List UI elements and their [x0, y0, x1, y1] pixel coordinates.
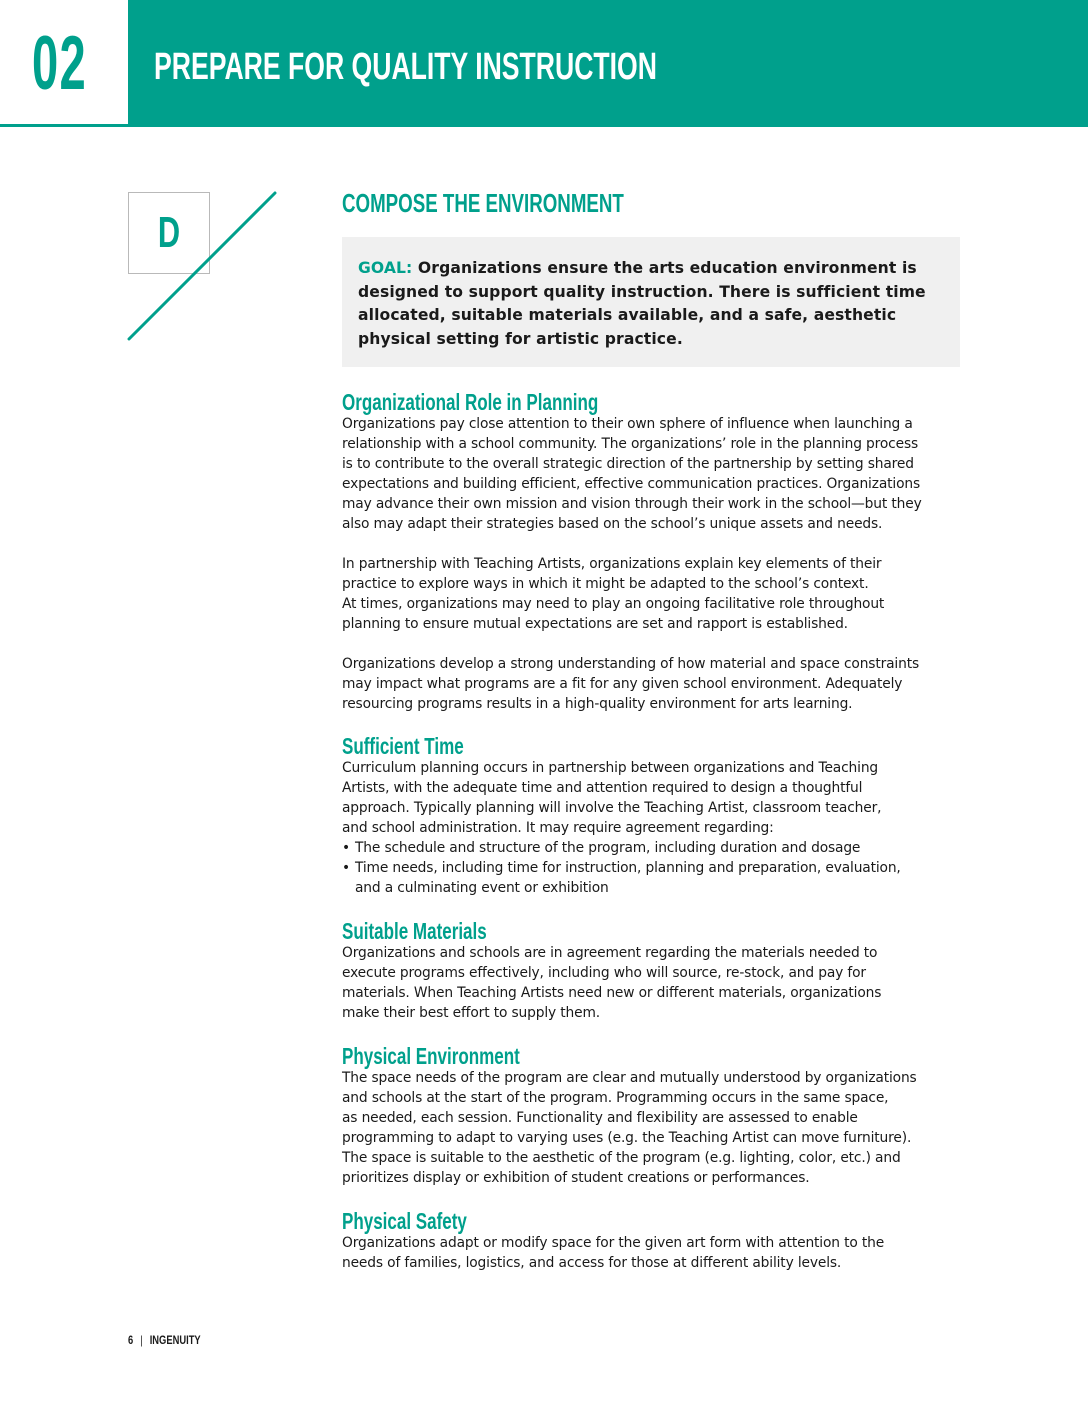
footer-separator: | — [140, 1333, 143, 1347]
subsection-physical-environment — [342, 1042, 962, 1188]
bullet-item: • The schedule and structure of the program, including duration and dosage — [342, 838, 962, 858]
goal-statement — [358, 257, 948, 351]
subsection-heading: Organizational Role in Planning — [342, 389, 599, 415]
chapter-number: 02 — [32, 21, 87, 106]
subsection-heading: Physical Environment — [342, 1043, 520, 1069]
main-content — [342, 186, 962, 1271]
section-letter: D — [157, 208, 181, 257]
page-number: 6 — [128, 1333, 134, 1347]
bullet-list — [342, 838, 962, 898]
paragraph: The space needs of the program are clear and mutually understood by organizations and schools at the start of the program. Programming occurs in the same space, as needed, each session. Functionality and flexibility are assessed to enable programming to adapt to varying uses (e.g. the Teaching Artist can move furniture). The space is suitable to the aesthetic of the program (e.g. lighting, color, etc.) and prioritizes display or exhibition of student creations or performances. — [342, 1070, 917, 1186]
chapter-title: PREPARE FOR QUALITY INSTRUCTION — [154, 46, 657, 88]
paragraph: Organizations develop a strong understanding of how material and space constraints may impact what programs are a fit for any given school environment. Adequately resourcing programs results in a high-quality environment for arts learning. — [342, 656, 919, 712]
subsection-heading: Sufficient Time — [342, 733, 464, 759]
goal-label: GOAL: — [358, 259, 413, 277]
paragraph: In partnership with Teaching Artists, organizations explain key elements of their practice to explore ways in which it might be adapted to the school’s context. At times, organizations may need to play an ongoing facilitative role throughout planning to ensure mutual expectations are set and rapport is established. — [342, 556, 885, 632]
paragraph: Organizations pay close attention to their own sphere of influence when launching a relationship with a school community. The organizations’ role in the planning process is to contribute to the overall strategic direction of the partnership by setting shared expectations and building efficient, effective communication practices. Organizations may advance their own mission and vision through their work in the school—but they also may adapt their strategies based on the school’s unique assets and needs. — [342, 416, 922, 532]
subsection-suitable-materials — [342, 917, 962, 1023]
publication-name: INGENUITY — [149, 1333, 201, 1347]
diagonal-line-decoration — [120, 185, 285, 350]
bullet-item: • Time needs, including time for instruction, planning and preparation, evaluation, and a culminating event or exhibition — [342, 858, 962, 898]
subsection-sufficient-time — [342, 732, 962, 898]
subsection-organizational-role — [342, 388, 962, 714]
page-footer — [128, 1333, 201, 1347]
paragraph: Organizations and schools are in agreement regarding the materials needed to execute programs effectively, including who will source, re-stock, and pay for materials. When Teaching Artists need new or different materials, organizations make their best effort to supply them. — [342, 945, 882, 1021]
chapter-header-band — [128, 0, 1088, 127]
paragraph: Organizations adapt or modify space for the given art form with attention to the needs of families, logistics, and access for those at different ability levels. — [342, 1235, 885, 1271]
section-title: COMPOSE THE ENVIRONMENT — [342, 188, 624, 218]
goal-text: Organizations ensure the arts education environment is designed to support quality instruction. There is sufficient time allocated, suitable materials available, and a safe, aesthetic physical setting for artistic practice. — [358, 259, 926, 348]
subsection-heading: Suitable Materials — [342, 918, 487, 944]
goal-box — [342, 237, 960, 367]
subsection-heading: Physical Safety — [342, 1208, 467, 1234]
chapter-number-box — [0, 0, 128, 127]
paragraph: Curriculum planning occurs in partnership between organizations and Teaching Artists, with the adequate time and attention required to design a thoughtful approach. Typically planning will involve the Teaching Artist, classroom teacher, and school administration. It may require agreement regarding: — [342, 760, 882, 836]
subsection-physical-safety — [342, 1207, 962, 1273]
